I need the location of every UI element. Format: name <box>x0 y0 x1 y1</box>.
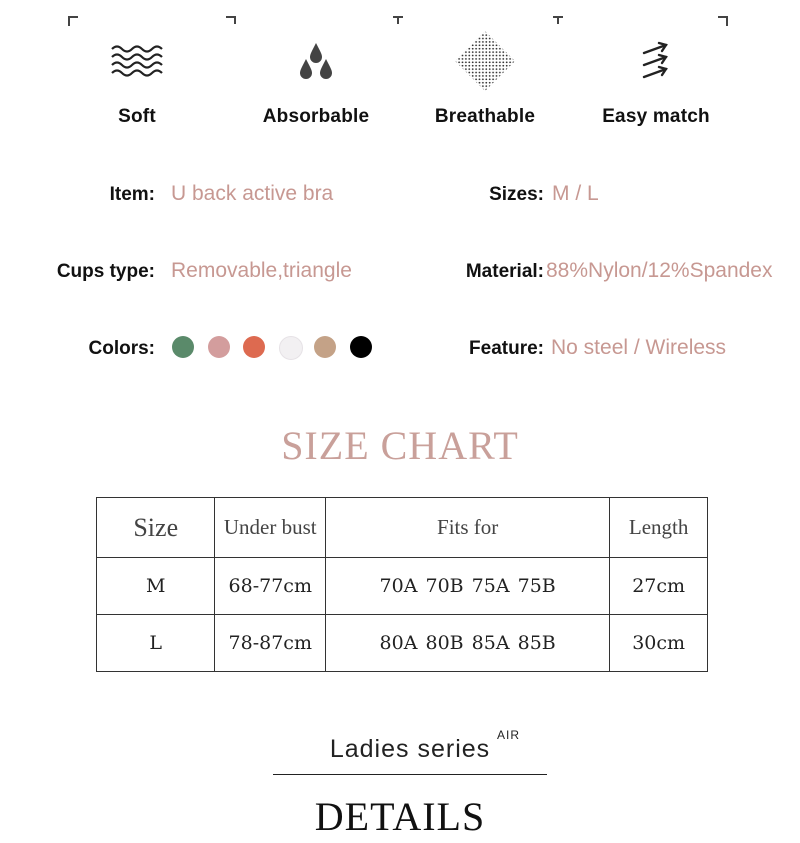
header-size: Size <box>97 498 215 558</box>
feature-label: Absorbable <box>262 106 370 127</box>
cell-length: 30cm <box>610 615 708 672</box>
feature-label: Breathable <box>434 106 536 127</box>
arrows-icon <box>638 41 674 81</box>
item-label: Item: <box>109 184 155 205</box>
feature-row <box>0 0 800 140</box>
cups-value: Removable,triangle <box>171 259 352 282</box>
colors-label: Colors: <box>88 338 155 359</box>
header-length: Length <box>610 498 708 558</box>
table-row <box>97 558 708 615</box>
material-label: Material: <box>465 261 544 282</box>
feature-label: Soft <box>118 106 156 127</box>
water-drops-icon <box>296 41 336 81</box>
size-chart-table <box>96 497 708 672</box>
header-fits-for: Fits for <box>326 498 610 558</box>
header-under-bust: Under bust <box>215 498 326 558</box>
series-superscript: AIR <box>497 728 521 742</box>
material-value: 88%Nylon/12%Spandex <box>546 259 773 282</box>
cell-length: 27cm <box>610 558 708 615</box>
color-swatch[interactable] <box>314 336 336 358</box>
color-swatch[interactable] <box>243 336 265 358</box>
color-swatch[interactable] <box>208 336 230 358</box>
size-chart-title: SIZE CHART <box>281 423 519 468</box>
cell-size: M <box>97 558 215 615</box>
series-text: Ladies series <box>329 735 491 763</box>
feature-label: Feature: <box>469 338 544 359</box>
sizes-value: M / L <box>552 182 599 205</box>
feature-absorbable <box>236 30 396 128</box>
feature-label: Easy match <box>602 106 710 127</box>
color-swatch[interactable] <box>172 336 194 358</box>
cell-size: L <box>97 615 215 672</box>
cups-label: Cups type: <box>56 261 155 282</box>
sizes-label: Sizes: <box>489 184 544 205</box>
details-title: DETAILS <box>314 794 486 839</box>
table-row <box>97 615 708 672</box>
feature-soft <box>57 30 217 128</box>
mesh-diamond-icon <box>454 30 516 92</box>
divider <box>273 774 547 775</box>
wave-lines-icon <box>110 44 164 78</box>
color-swatch[interactable] <box>279 336 303 360</box>
cell-under-bust: 68-77cm <box>215 558 326 615</box>
cell-under-bust: 78-87cm <box>215 615 326 672</box>
item-value: U back active bra <box>171 182 334 205</box>
feature-value: No steel / Wireless <box>551 336 727 359</box>
feature-easy-match <box>576 30 736 128</box>
feature-breathable <box>405 30 565 128</box>
color-swatch[interactable] <box>350 336 372 358</box>
cell-fits-for: 80A 80B 85A 85B <box>326 615 610 672</box>
cell-fits-for: 70A 70B 75A 75B <box>326 558 610 615</box>
table-header-row <box>97 498 708 558</box>
